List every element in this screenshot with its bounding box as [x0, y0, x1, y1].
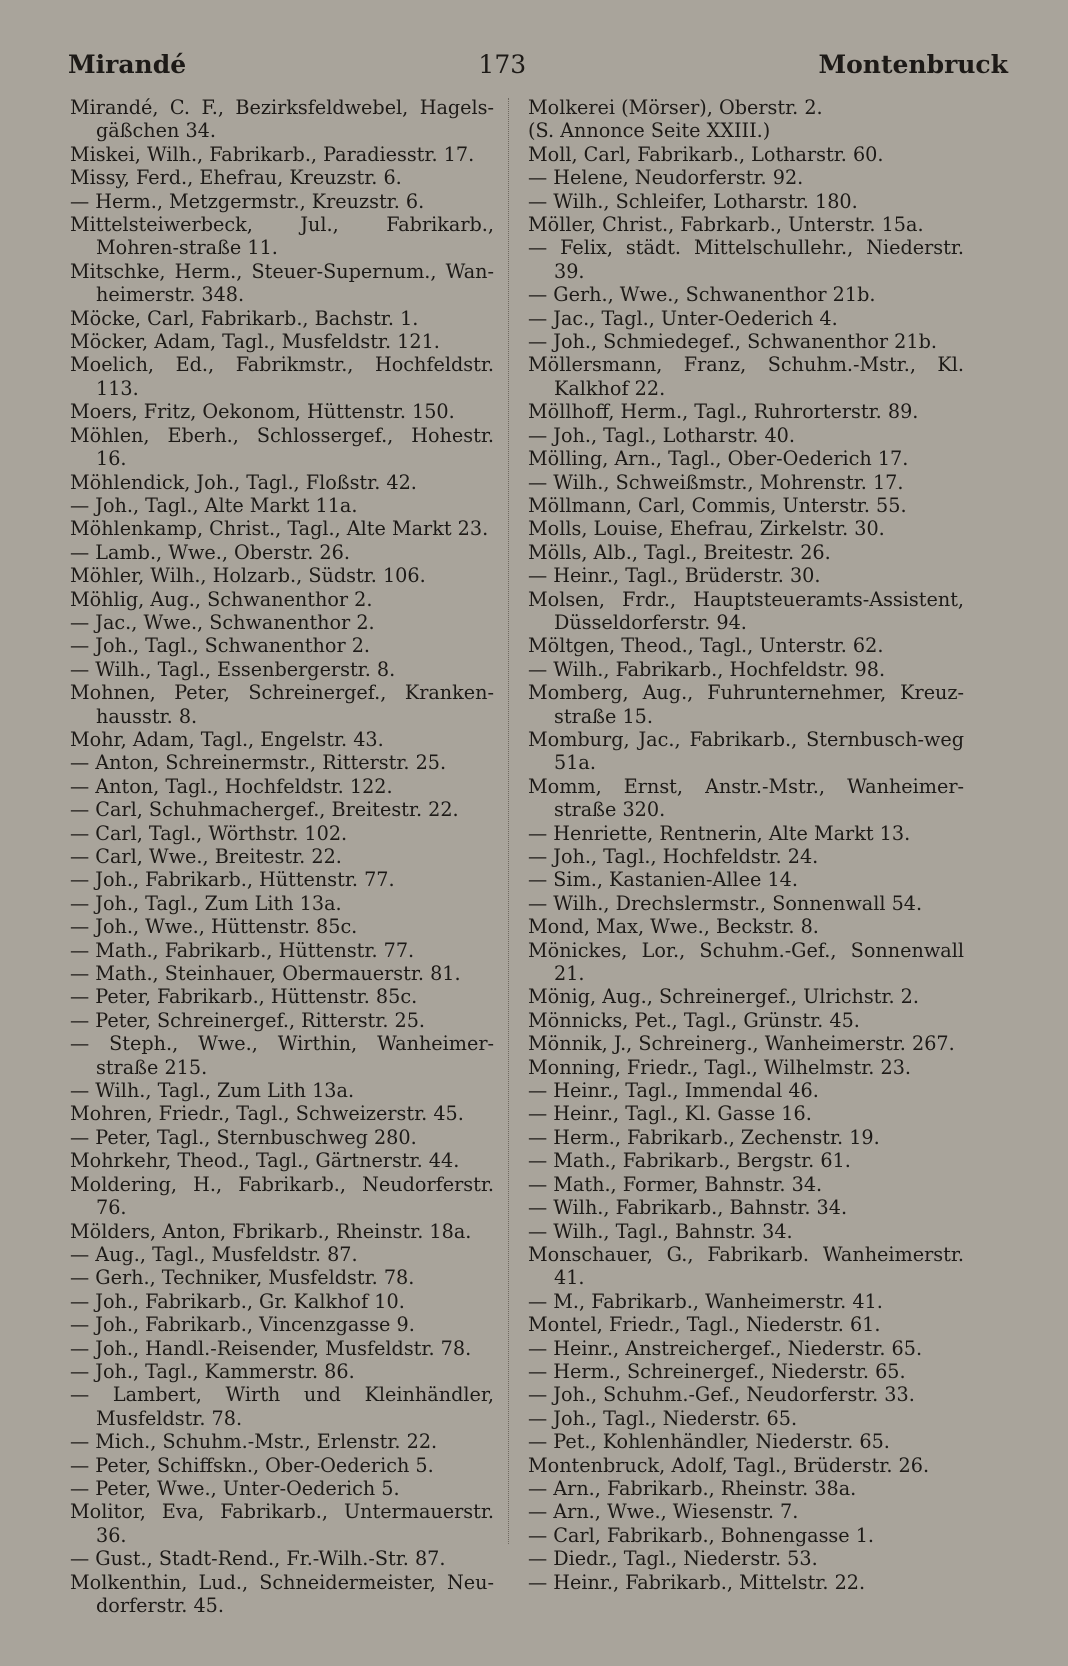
directory-entry: — Joh., Tagl., Kammerstr. 86. [70, 1359, 355, 1383]
directory-entry: — Gust., Stadt-Rend., Fr.-Wilh.-Str. 87. [70, 1547, 446, 1571]
directory-entry: Mitschke, Herm., Steuer-Supernum., Wan-heimerstr. 348. [70, 259, 494, 307]
directory-entry: — Heinr., Tagl., Brüderstr. 30. [528, 564, 821, 588]
directory-entry: — Anton, Tagl., Hochfeldstr. 122. [70, 774, 393, 798]
directory-entry: — Herm., Fabrikarb., Zechenstr. 19. [528, 1125, 880, 1149]
directory-entry: — Carl, Wwe., Breitestr. 22. [70, 845, 342, 868]
directory-entry: Mönickes, Lor., Schuhm.-Gef., Sonnenwall 21. [528, 938, 964, 986]
directory-entry: — Herm., Metzgermstr., Kreuzstr. 6. [70, 189, 425, 213]
directory-entry: — Arn., Wwe., Wiesenstr. 7. [528, 1500, 799, 1524]
directory-entry: Mölling, Arn., Tagl., Ober-Oederich 17. [528, 447, 909, 471]
directory-entry: Möhler, Wilh., Holzarb., Südstr. 106. [70, 564, 426, 588]
directory-entry: Mohr, Adam, Tagl., Engelstr. 43. [70, 727, 384, 751]
directory-entry: — Lambert, Wirth und Kleinhändler, Musfeldstr. 78. [70, 1383, 494, 1430]
directory-entry: — Joh., Tagl., Niederstr. 65. [528, 1406, 798, 1430]
directory-entry: — Math., Fabrikarb., Hüttenstr. 77. [70, 938, 415, 962]
directory-entry: — Peter, Fabrikarb., Hüttenstr. 85c. [70, 985, 418, 1009]
directory-entry: — Joh., Tagl., Schwanenthor 2. [70, 634, 371, 658]
directory-entry: — Anton, Schreinermstr., Ritterstr. 25. [70, 751, 447, 775]
directory-entry: Monning, Friedr., Tagl., Wilhelmstr. 23. [528, 1055, 912, 1079]
directory-entry: — Henriette, Rentnerin, Alte Markt 13. [528, 821, 911, 845]
directory-entry: — Helene, Neudorferstr. 92. [528, 166, 804, 190]
directory-entry: Möller, Christ., Fabrkarb., Unterstr. 15a. [528, 213, 924, 237]
directory-entry: Möllersmann, Franz, Schuhm.-Mstr., Kl. Kalkhof 22. [528, 353, 964, 400]
left-column [70, 96, 494, 1617]
directory-entry: Moelich, Ed., Fabrikmstr., Hochfeldstr. 113. [70, 353, 494, 400]
directory-entry: Molkenthin, Lud., Schneidermeister, Neu-dorferstr. 45. [70, 1570, 494, 1617]
directory-entry: — Wilh., Drechslermstr., Sonnenwall 54. [528, 891, 923, 915]
directory-entry: Mönnicks, Pet., Tagl., Grünstr. 45. [528, 1008, 860, 1032]
directory-entry: Mohren, Friedr., Tagl., Schweizerstr. 45. [70, 1102, 464, 1126]
directory-entry: — Felix, städt. Mittelschullehr., Niederstr. 39. [528, 236, 964, 283]
directory-entry: — Pet., Kohlenhändler, Niederstr. 65. [528, 1430, 890, 1454]
directory-entry: — Joh., Fabrikarb., Vincenzgasse 9. [70, 1313, 415, 1337]
directory-entry: Momberg, Aug., Fuhrunternehmer, Kreuz-straße 15. [528, 681, 964, 728]
directory-entry: Moldering, H., Fabrikarb., Neudorferstr. 76. [70, 1172, 494, 1220]
directory-entry: (S. Annonce Seite XXIII.) [528, 119, 771, 143]
directory-entry: — Joh., Schmiedegef., Schwanenthor 21b. [528, 330, 937, 354]
directory-entry: — Lamb., Wwe., Oberstr. 26. [70, 540, 350, 564]
directory-entry: — Aug., Tagl., Musfeldstr. 87. [70, 1242, 358, 1266]
directory-entry: Momburg, Jac., Fabrikarb., Sternbusch-weg 51a. [528, 727, 964, 775]
right-column [528, 96, 964, 1594]
directory-entry: — Carl, Fabrikarb., Bohnengasse 1. [528, 1523, 875, 1547]
directory-entry: — Wilh., Fabrikarb., Bahnstr. 34. [528, 1196, 848, 1220]
directory-entry: — Wilh., Tagl., Zum Lith 13a. [70, 1079, 355, 1103]
directory-entry: — Joh., Tagl., Alte Markt 11a. [70, 493, 358, 517]
directory-entry: — Peter, Tagl., Sternbuschweg 280. [70, 1125, 417, 1149]
column-divider [508, 98, 509, 1544]
directory-entry: Mittelsteiwerbeck, Jul., Fabrikarb., Mohren-straße 11. [70, 213, 494, 260]
directory-entry: — Wilh., Schleifer, Lotharstr. 180. [528, 189, 858, 213]
directory-entry: — Jac., Tagl., Unter-Oederich 4. [528, 306, 838, 330]
page-number: 173 [478, 49, 527, 79]
directory-entry: — Wilh., Tagl., Essenbergerstr. 8. [70, 657, 396, 681]
directory-entry: Möhlenkamp, Christ., Tagl., Alte Markt 23. [70, 517, 489, 541]
directory-entry: Mölders, Anton, Fbrikarb., Rheinstr. 18a. [70, 1219, 472, 1243]
directory-entry: — Heinr., Tagl., Kl. Gasse 16. [528, 1102, 812, 1126]
directory-entry: Möhlig, Aug., Schwanenthor 2. [70, 587, 373, 611]
directory-entry: — Wilh., Fabrikarb., Hochfeldstr. 98. [528, 657, 886, 681]
directory-entry: — Heinr., Anstreichergef., Niederstr. 65. [528, 1336, 923, 1360]
directory-entry: Mölls, Alb., Tagl., Breitestr. 26. [528, 540, 831, 564]
directory-entry: — Gerh., Techniker, Musfeldstr. 78. [70, 1266, 415, 1290]
directory-entry: — Wilh., Schweißmstr., Mohrenstr. 17. [528, 470, 904, 494]
directory-entry: — Carl, Tagl., Wörthstr. 102. [70, 821, 348, 845]
directory-entry: Molkerei (Mörser), Oberstr. 2. [528, 96, 823, 119]
directory-entry: Molsen, Frdr., Hauptsteueramts-Assistent, Düsseldorferstr. 94. [528, 587, 964, 634]
directory-entry: Mönnik, J., Schreinerg., Wanheimerstr. 267. [528, 1032, 955, 1056]
directory-entry: — Joh., Tagl., Lotharstr. 40. [528, 423, 795, 447]
directory-entry: Moll, Carl, Fabrikarb., Lotharstr. 60. [528, 142, 884, 166]
directory-entry: — Peter, Schiffskn., Ober-Oederich 5. [70, 1453, 434, 1477]
directory-entry: — Joh., Handl.-Reisender, Musfeldstr. 78. [70, 1336, 472, 1360]
directory-entry: Moers, Fritz, Oekonom, Hüttenstr. 150. [70, 400, 455, 424]
directory-entry: Montenbruck, Adolf, Tagl., Brüderstr. 26. [528, 1453, 930, 1477]
directory-entry: Mond, Max, Wwe., Beckstr. 8. [528, 915, 819, 939]
directory-entry: Möcke, Carl, Fabrikarb., Bachstr. 1. [70, 306, 419, 330]
directory-entry: Montel, Friedr., Tagl., Niederstr. 61. [528, 1313, 881, 1337]
directory-entry: Mohnen, Peter, Schreinergef., Kranken-hausstr. 8. [70, 681, 494, 728]
directory-entry: Mirandé, C. F., Bezirksfeldwebel, Hagels-gäßchen 34. [70, 96, 494, 143]
directory-entry: — Peter, Wwe., Unter-Oederich 5. [70, 1476, 400, 1500]
directory-entry: Möcker, Adam, Tagl., Musfeldstr. 121. [70, 330, 440, 354]
directory-entry: — Herm., Schreinergef., Niederstr. 65. [528, 1359, 906, 1383]
directory-entry: — Joh., Schuhm.-Gef., Neudorferstr. 33. [528, 1383, 915, 1407]
directory-entry: — Gerh., Wwe., Schwanenthor 21b. [528, 283, 876, 307]
directory-entry: Mohrkehr, Theod., Tagl., Gärtnerstr. 44. [70, 1149, 460, 1173]
directory-entry: Möllmann, Carl, Commis, Unterstr. 55. [528, 493, 907, 517]
header-left-keyword: Mirandé [68, 49, 187, 79]
directory-entry: — Math., Fabrikarb., Bergstr. 61. [528, 1149, 851, 1173]
header-right-keyword: Montenbruck [818, 49, 1008, 79]
directory-entry: — Joh., Fabrikarb., Gr. Kalkhof 10. [70, 1289, 405, 1313]
directory-entry: Mönig, Aug., Schreinergef., Ulrichstr. 2. [528, 985, 919, 1009]
directory-entry: — Heinr., Tagl., Immendal 46. [528, 1079, 819, 1103]
directory-entry: Miskei, Wilh., Fabrikarb., Paradiesstr. 17. [70, 142, 475, 166]
directory-entry: — M., Fabrikarb., Wanheimerstr. 41. [528, 1289, 883, 1313]
directory-entry: Möhlendick, Joh., Tagl., Floßstr. 42. [70, 470, 417, 494]
directory-entry: — Mich., Schuhm.-Mstr., Erlenstr. 22. [70, 1430, 438, 1454]
page-header [68, 44, 1008, 84]
directory-entry: — Wilh., Tagl., Bahnstr. 34. [528, 1219, 793, 1243]
directory-entry: Möltgen, Theod., Tagl., Unterstr. 62. [528, 634, 884, 658]
directory-entry: — Jac., Wwe., Schwanenthor 2. [70, 610, 375, 634]
directory-entry: — Arn., Fabrikarb., Rheinstr. 38a. [528, 1476, 857, 1500]
directory-entry: Möhlen, Eberh., Schlossergef., Hohestr. 16. [70, 423, 494, 471]
directory-entry: — Carl, Schuhmachergef., Breitestr. 22. [70, 798, 459, 822]
directory-entry: Momm, Ernst, Anstr.-Mstr., Wanheimer-straße 320. [528, 774, 964, 822]
directory-entry: — Joh., Tagl., Zum Lith 13a. [70, 891, 342, 915]
directory-entry: — Sim., Kastanien-Allee 14. [528, 868, 798, 892]
directory-entry: Missy, Ferd., Ehefrau, Kreuzstr. 6. [70, 166, 402, 190]
directory-entry: — Joh., Tagl., Hochfeldstr. 24. [528, 845, 819, 868]
directory-entry: — Peter, Schreinergef., Ritterstr. 25. [70, 1008, 426, 1032]
directory-entry: — Steph., Wwe., Wirthin, Wanheimer-straße 215. [70, 1032, 494, 1079]
directory-entry: — Diedr., Tagl., Niederstr. 53. [528, 1547, 818, 1571]
directory-entry: — Joh., Fabrikarb., Hüttenstr. 77. [70, 868, 395, 892]
directory-entry: — Joh., Wwe., Hüttenstr. 85c. [70, 915, 358, 939]
directory-entry: — Math., Former, Bahnstr. 34. [528, 1172, 823, 1196]
directory-entry: — Math., Steinhauer, Obermauerstr. 81. [70, 962, 461, 986]
directory-entry: — Heinr., Fabrikarb., Mittelstr. 22. [528, 1570, 866, 1594]
directory-entry: Molls, Louise, Ehefrau, Zirkelstr. 30. [528, 517, 885, 541]
directory-entry: Monschauer, G., Fabrikarb. Wanheimerstr. 41. [528, 1242, 964, 1290]
directory-entry: Molitor, Eva, Fabrikarb., Untermauerstr. 36. [70, 1500, 494, 1547]
directory-entry: Möllhoff, Herm., Tagl., Ruhrorterstr. 89. [528, 400, 919, 424]
